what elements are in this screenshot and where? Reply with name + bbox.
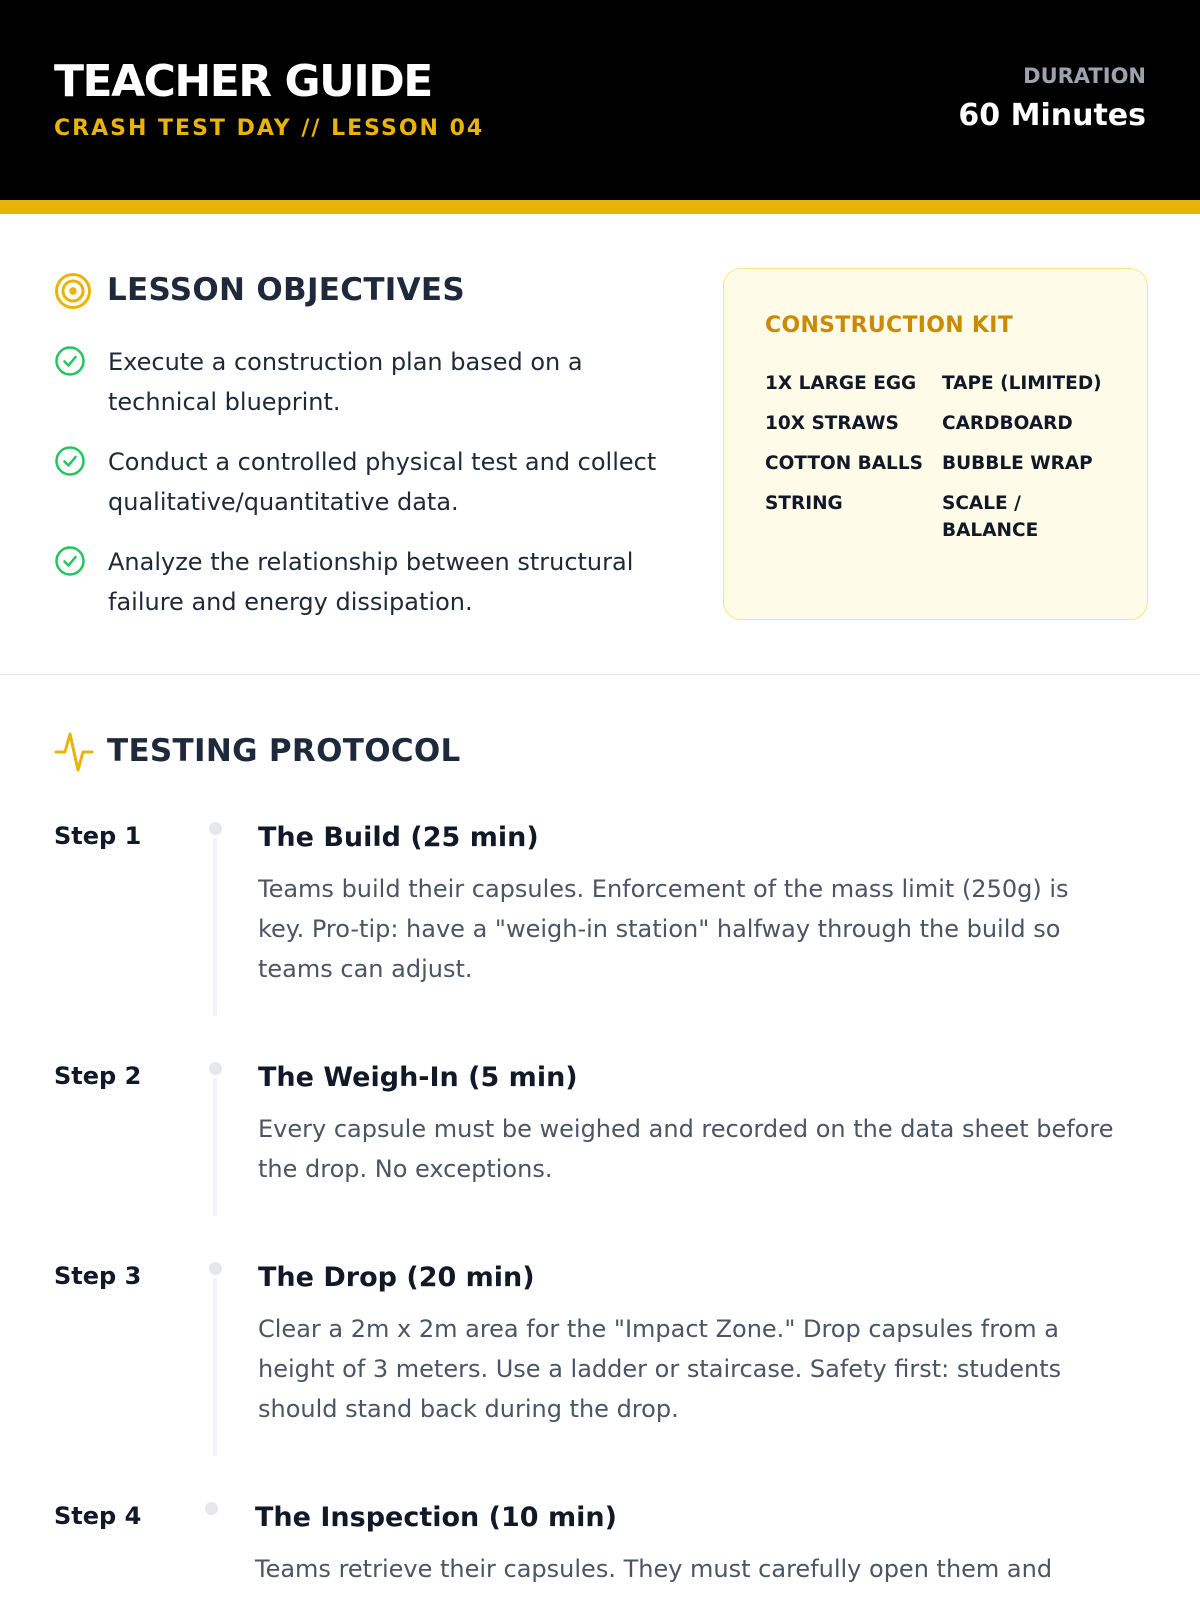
objective-text: Conduct a controlled physical test and collect qualitative/quantitative data. — [108, 448, 657, 516]
objectives-heading: LESSON OBJECTIVES — [107, 272, 465, 308]
timeline-dot — [209, 1062, 222, 1075]
duration-label: DURATION — [1023, 64, 1146, 88]
check-circle-icon — [54, 545, 86, 577]
step-label: Step 1 — [54, 822, 142, 850]
target-icon — [54, 272, 92, 310]
kit-item: 1X LARGE EGG — [765, 373, 917, 394]
objective-item — [54, 542, 674, 622]
kit-item: COTTON BALLS — [765, 453, 923, 474]
page-subtitle: CRASH TEST DAY // LESSON 04 — [54, 116, 485, 141]
kit-item: CARDBOARD — [942, 413, 1073, 434]
step-title: The Drop (20 min) — [258, 1262, 535, 1293]
step-title: The Build (25 min) — [258, 822, 539, 853]
section-divider — [0, 674, 1200, 675]
step-title: The Inspection (10 min) — [255, 1502, 617, 1533]
step-description: Teams build their capsules. Enforcement of the mass limit (250g) is key. Pro-tip: have a "weigh-in station" halfway through the build so teams can adjust. — [258, 875, 1069, 983]
step-description: Teams retrieve their capsules. They must carefully open them and — [255, 1555, 1053, 1583]
step-label: Step 2 — [54, 1062, 142, 1090]
step-description: Every capsule must be weighed and recorded on the data sheet before the drop. No exceptions. — [258, 1115, 1114, 1183]
step-description: Clear a 2m x 2m area for the "Impact Zone." Drop capsules from a height of 3 meters. Use a ladder or staircase. Safety first: students should stand back during the drop. — [258, 1315, 1062, 1423]
step-title: The Weigh-In (5 min) — [258, 1062, 578, 1093]
objective-text: Analyze the relationship between structural failure and energy dissipation. — [108, 548, 634, 616]
timeline-line — [213, 1278, 217, 1456]
protocol-heading: TESTING PROTOCOL — [107, 733, 461, 769]
timeline-dot — [209, 1262, 222, 1275]
timeline-line — [213, 1078, 217, 1216]
kit-title: CONSTRUCTION KIT — [765, 313, 1014, 338]
duration-value: 60 Minutes — [958, 98, 1146, 133]
kit-item: BUBBLE WRAP — [942, 453, 1093, 474]
objective-item — [54, 442, 674, 522]
header-accent-bar — [0, 200, 1200, 214]
check-circle-icon — [54, 445, 86, 477]
step-label: Step 4 — [54, 1502, 142, 1530]
page-title: TEACHER GUIDE — [54, 56, 432, 107]
step-label: Step 3 — [54, 1262, 142, 1290]
pulse-icon — [54, 731, 94, 773]
check-circle-icon — [54, 345, 86, 377]
header — [0, 0, 1200, 200]
objective-text: Execute a construction plan based on a technical blueprint. — [108, 348, 583, 416]
timeline-dot — [209, 822, 222, 835]
kit-item: 10X STRAWS — [765, 413, 899, 434]
kit-item: STRING — [765, 493, 843, 514]
timeline-dot — [205, 1502, 218, 1515]
timeline-line — [213, 838, 217, 1016]
construction-kit-card — [723, 268, 1148, 620]
objective-item — [54, 342, 674, 422]
kit-item: SCALE / BALANCE — [942, 493, 1039, 541]
kit-item: TAPE (LIMITED) — [942, 373, 1102, 394]
